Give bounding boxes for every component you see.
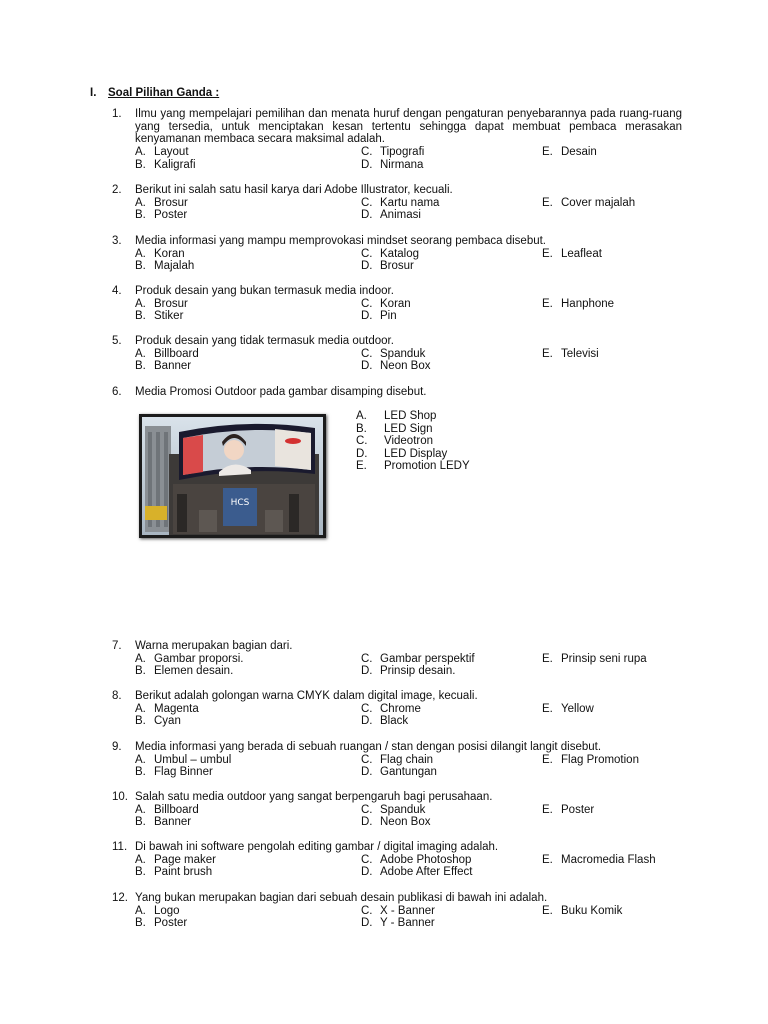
question-2 xyxy=(112,184,682,222)
question-stem: Berikut adalah golongan warna CMYK dalam digital image, kecuali. xyxy=(135,690,478,702)
question-4 xyxy=(112,285,682,323)
section-roman-numeral: I. xyxy=(90,87,97,99)
options-grid xyxy=(135,754,682,779)
option-a: A. Logo xyxy=(135,904,180,917)
option-a: A. Billboard xyxy=(135,803,199,816)
option-e: E. Poster xyxy=(542,803,595,816)
question-number: 11. xyxy=(112,841,128,853)
question-stem: Yang bukan merupakan bagian dari sebuah desain publikasi di bawah ini adalah. xyxy=(135,892,548,904)
options-grid xyxy=(135,653,682,678)
option-a: A. Layout xyxy=(135,146,189,159)
option-b: B. LED Sign xyxy=(356,422,433,435)
option-e: E. Leafleat xyxy=(542,247,602,260)
question-stem: Produk desain yang bukan termasuk media indoor. xyxy=(135,285,394,297)
option-a: A. Koran xyxy=(135,247,185,260)
question-12 xyxy=(112,892,682,930)
section-title-text: Soal Pilihan Ganda : xyxy=(108,87,220,99)
option-c: C. Spanduk xyxy=(361,347,426,360)
option-d: D. Brosur xyxy=(361,260,414,273)
videotron-billboard-icon xyxy=(139,414,326,538)
options-grid xyxy=(135,905,682,930)
question-stem: Salah satu media outdoor yang sangat berpengaruh bagi perusahaan. xyxy=(135,791,493,803)
option-a: A. LED Shop xyxy=(356,410,437,422)
option-c: C. Tipografi xyxy=(361,146,425,159)
option-b: B. Kaligrafi xyxy=(135,158,196,171)
option-b: B. Poster xyxy=(135,209,188,222)
option-c: C. Katalog xyxy=(361,247,420,260)
option-b: B. Cyan xyxy=(135,715,181,728)
question-5 xyxy=(112,335,682,373)
option-d: D. Neon Box xyxy=(361,360,431,373)
options-grid xyxy=(135,248,682,273)
option-a: A. Gambar proporsi. xyxy=(135,652,244,665)
question-stem: Media Promosi Outdoor pada gambar disamping disebut. xyxy=(135,386,427,398)
option-d: D. LED Display xyxy=(356,447,448,460)
option-a: A. Billboard xyxy=(135,347,199,360)
option-e: E. Flag Promotion xyxy=(542,753,639,766)
question-6-options xyxy=(356,410,470,473)
sign-text: HCS xyxy=(230,498,250,508)
option-b: B. Poster xyxy=(135,917,188,930)
question-10 xyxy=(112,791,682,829)
option-c: C. Spanduk xyxy=(361,803,426,816)
option-a: A. Umbul – umbul xyxy=(135,753,232,766)
option-b: B. Elemen desain. xyxy=(135,665,234,678)
option-e: E. Cover majalah xyxy=(542,196,636,209)
question-number: 5. xyxy=(112,335,122,347)
question-number: 4. xyxy=(112,285,122,297)
option-c: C. Kartu nama xyxy=(361,196,440,209)
option-e: E. Yellow xyxy=(542,702,594,715)
options-grid xyxy=(135,197,682,222)
question-number: 1. xyxy=(112,108,122,120)
question-number: 9. xyxy=(112,741,122,753)
option-e: E. Televisi xyxy=(542,347,599,360)
option-d: D. Adobe After Effect xyxy=(361,866,473,879)
question-1 xyxy=(112,108,682,171)
option-b: B. Banner xyxy=(135,360,192,373)
question-stem: Ilmu yang mempelajari pemilihan dan menata huruf dengan pengaturan penyebarannya pada ruang-ruang yang tersedia, untuk menciptakan kesan tertentu sehingga dapat membuat pembaca merasakan kenyamanan membaca secara maksimal adalah. xyxy=(135,108,682,146)
option-a: A. Magenta xyxy=(135,702,199,715)
options-grid xyxy=(135,146,682,171)
option-d: D. Nirmana xyxy=(361,158,424,171)
option-d: D. Pin xyxy=(361,310,397,323)
option-e: E. Buku Komik xyxy=(542,904,623,917)
options-grid xyxy=(135,804,682,829)
option-c: C. Videotron xyxy=(356,435,434,448)
option-d: D. Gantungan xyxy=(361,766,437,779)
option-c: C. Koran xyxy=(361,297,411,310)
option-c: C. Adobe Photoshop xyxy=(361,853,472,866)
options-grid xyxy=(135,703,682,728)
question-stem: Di bawah ini software pengolah editing gambar / digital imaging adalah. xyxy=(135,841,499,853)
option-e: E. Promotion LEDY xyxy=(356,460,470,473)
question-9 xyxy=(112,741,682,779)
section-title xyxy=(90,87,219,100)
option-c: C. Chrome xyxy=(361,702,421,715)
option-b: B. Banner xyxy=(135,816,192,829)
option-a: A. Brosur xyxy=(135,297,188,310)
question-3 xyxy=(112,235,682,273)
videotron-photo xyxy=(139,414,326,538)
options-grid xyxy=(135,348,682,373)
option-e: E. Desain xyxy=(542,146,597,159)
question-number: 6. xyxy=(112,386,122,398)
option-e: E. Macromedia Flash xyxy=(542,853,656,866)
option-b: B. Majalah xyxy=(135,260,195,273)
question-number: 8. xyxy=(112,690,122,702)
option-a: A. Page maker xyxy=(135,853,217,866)
option-d: D. Animasi xyxy=(361,209,421,222)
question-6 xyxy=(112,386,682,399)
question-number: 12. xyxy=(112,892,128,904)
question-stem: Media informasi yang mampu memprovokasi mindset seorang pembaca disebut. xyxy=(135,235,547,247)
option-c: C. X - Banner xyxy=(361,904,435,917)
options-grid xyxy=(135,854,682,879)
question-stem: Media informasi yang berada di sebuah ruangan / stan dengan posisi dilangit langit disebut. xyxy=(135,741,602,753)
option-d: D. Prinsip desain. xyxy=(361,665,456,678)
option-b: B. Paint brush xyxy=(135,866,213,879)
question-11 xyxy=(112,841,682,879)
question-number: 7. xyxy=(112,640,122,652)
question-stem: Warna merupakan bagian dari. xyxy=(135,640,293,652)
option-c: C. Flag chain xyxy=(361,753,434,766)
option-a: A. Brosur xyxy=(135,196,188,209)
option-d: D. Y - Banner xyxy=(361,917,435,930)
question-number: 2. xyxy=(112,184,122,196)
option-d: D. Neon Box xyxy=(361,816,431,829)
question-number: 3. xyxy=(112,235,122,247)
option-b: B. Stiker xyxy=(135,310,184,323)
option-d: D. Black xyxy=(361,715,409,728)
question-number: 10. xyxy=(112,791,128,803)
option-e: E. Prinsip seni rupa xyxy=(542,652,647,665)
options-grid xyxy=(135,298,682,323)
question-stem: Berikut ini salah satu hasil karya dari Adobe Illustrator, kecuali. xyxy=(135,184,453,196)
option-c: C. Gambar perspektif xyxy=(361,652,475,665)
option-e: E. Hanphone xyxy=(542,297,615,310)
question-7 xyxy=(112,640,682,678)
option-b: B. Flag Binner xyxy=(135,766,213,779)
question-8 xyxy=(112,690,682,728)
question-stem: Produk desain yang tidak termasuk media outdoor. xyxy=(135,335,394,347)
